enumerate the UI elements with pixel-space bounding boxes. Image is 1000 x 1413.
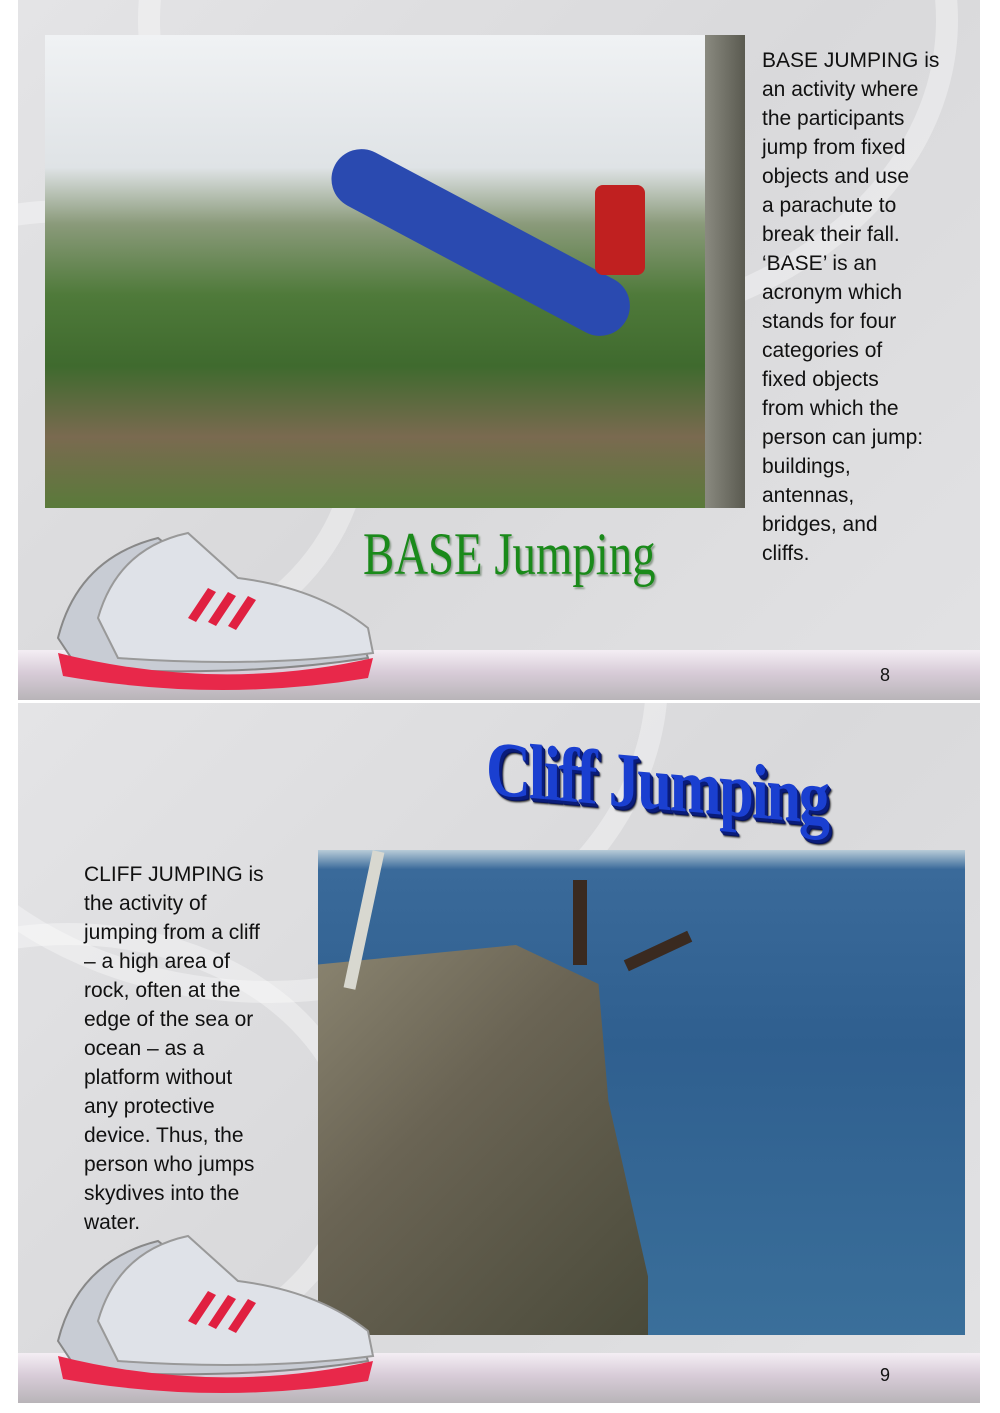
- text-line: water.: [84, 1211, 141, 1234]
- slide-base-jumping: [18, 0, 980, 700]
- text-line: CLIFF JUMPING is: [84, 863, 264, 886]
- slide-cliff-jumping: [18, 703, 980, 1403]
- slide-title: BASE Jumping: [363, 521, 656, 587]
- text-line: – a high area of: [84, 950, 230, 973]
- person-standing: [573, 880, 587, 965]
- jumper-figure: [321, 139, 641, 347]
- cliff-jumping-photo: [318, 850, 965, 1335]
- text-line: person who jumps: [84, 1153, 255, 1176]
- base-jumping-photo: [45, 35, 745, 508]
- text-line: the activity of: [84, 892, 207, 915]
- cameraman-figure: [595, 185, 645, 275]
- text-line: ocean – as a: [84, 1037, 205, 1060]
- text-line: jumping from a cliff: [84, 921, 260, 944]
- text-line: acronym which: [762, 281, 903, 304]
- text-line: person can jump:: [762, 426, 924, 449]
- body-text: [762, 46, 939, 568]
- text-line: platform without: [84, 1066, 233, 1089]
- page-number: 8: [879, 665, 890, 685]
- text-line: a parachute to: [762, 194, 897, 217]
- sneaker-icon: [38, 518, 378, 693]
- text-line: from which the: [762, 397, 899, 420]
- person-diving: [624, 931, 693, 971]
- text-line: fixed objects: [762, 368, 879, 391]
- text-line: an activity where: [762, 78, 919, 101]
- text-line: the participants: [762, 107, 905, 130]
- text-line: categories of: [762, 339, 883, 362]
- text-line: antennas,: [762, 484, 855, 507]
- body-text: [84, 860, 264, 1237]
- text-line: ‘BASE’ is an: [762, 252, 877, 275]
- text-line: break their fall.: [762, 223, 900, 246]
- text-line: rock, often at the: [84, 979, 241, 1002]
- text-line: device. Thus, the: [84, 1124, 244, 1147]
- text-line: skydives into the: [84, 1182, 240, 1205]
- text-line: objects and use: [762, 165, 910, 188]
- building-wall: [705, 35, 745, 508]
- text-line: jump from fixed: [762, 136, 906, 159]
- text-line: cliffs.: [762, 542, 810, 565]
- slide-title: Cliff Jumping: [486, 724, 828, 841]
- text-line: buildings,: [762, 455, 851, 478]
- text-line: stands for four: [762, 310, 897, 333]
- text-line: edge of the sea or: [84, 1008, 254, 1031]
- sneaker-icon: [38, 1221, 378, 1396]
- text-line: any protective: [84, 1095, 215, 1118]
- text-line: BASE JUMPING is: [762, 49, 940, 72]
- text-line: bridges, and: [762, 513, 878, 536]
- page-number: 9: [879, 1365, 890, 1385]
